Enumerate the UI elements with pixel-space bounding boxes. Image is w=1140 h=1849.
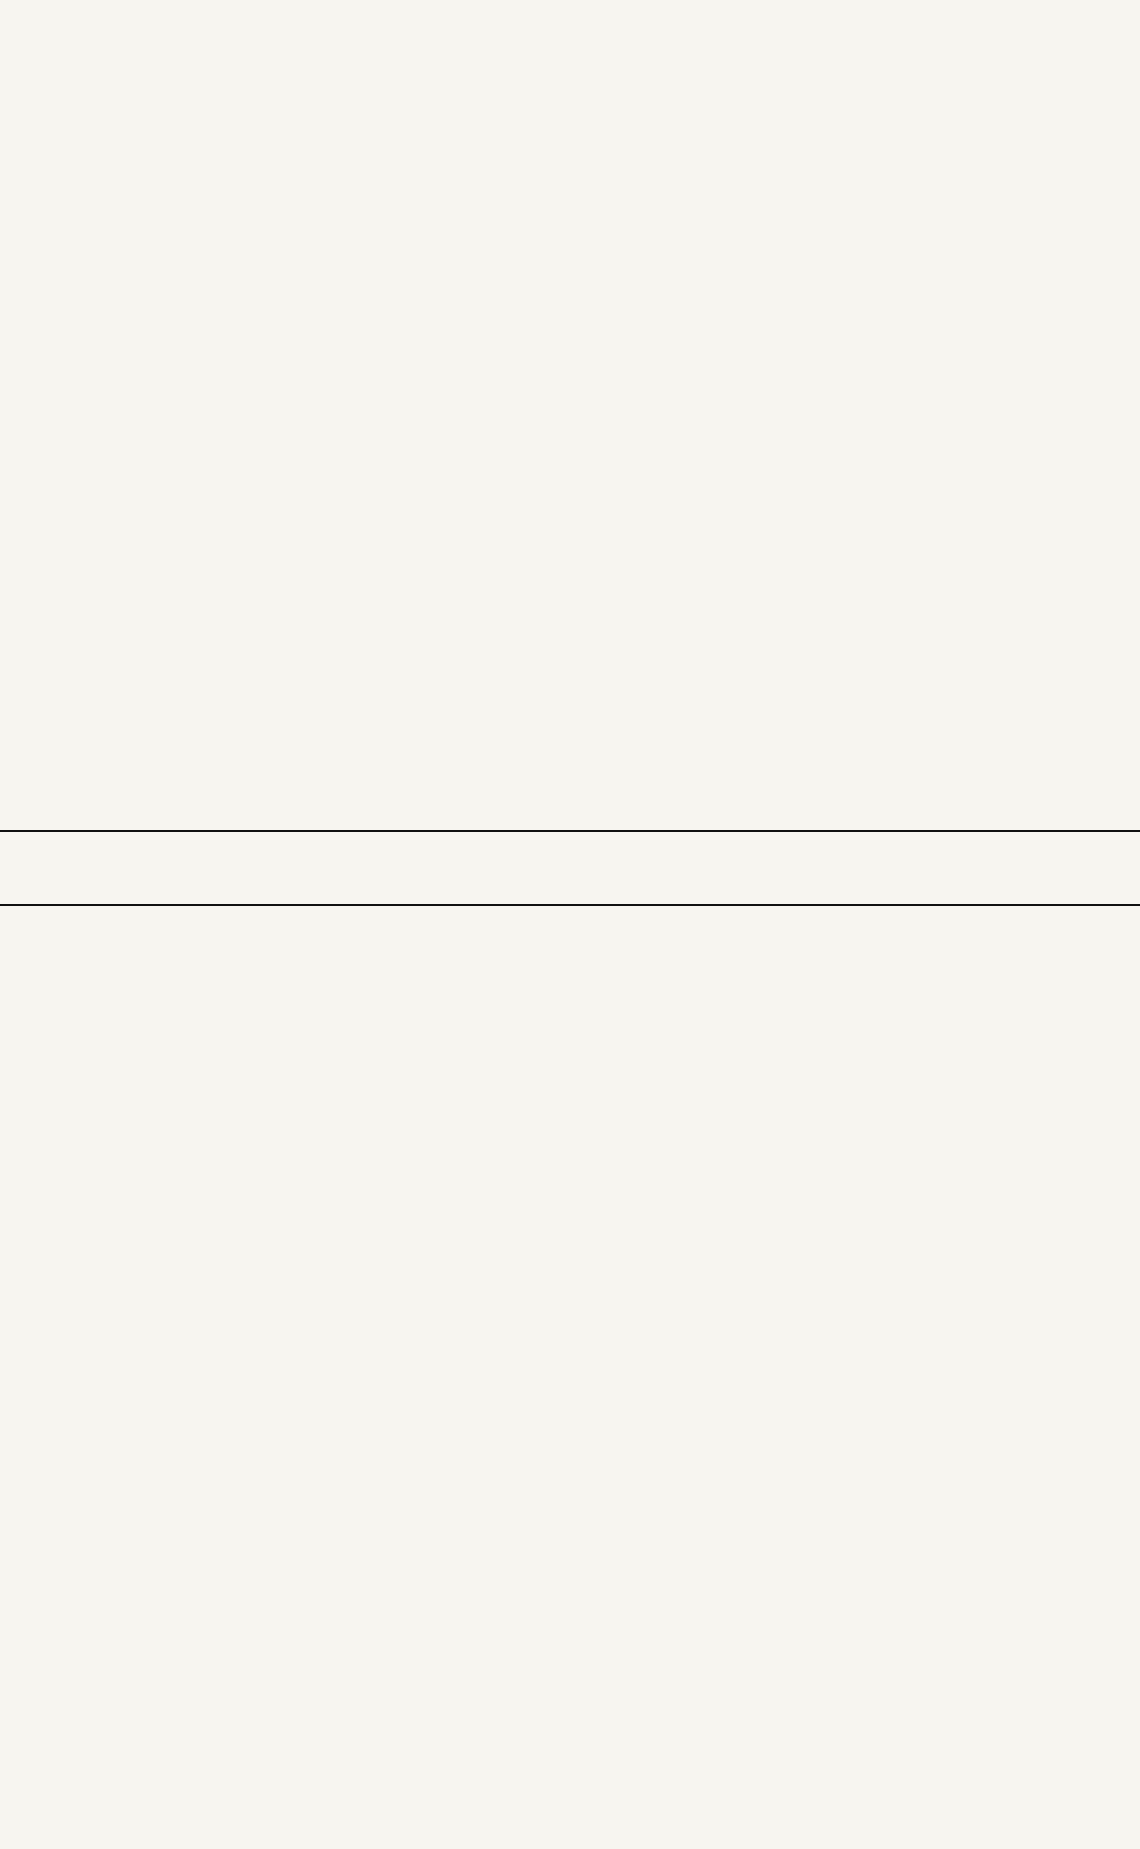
- home-service-guide-banner: [0, 830, 1140, 906]
- masthead: [0, 0, 1140, 18]
- top-classifieds: [0, 20, 1140, 822]
- service-guide-columns: [0, 906, 1140, 1846]
